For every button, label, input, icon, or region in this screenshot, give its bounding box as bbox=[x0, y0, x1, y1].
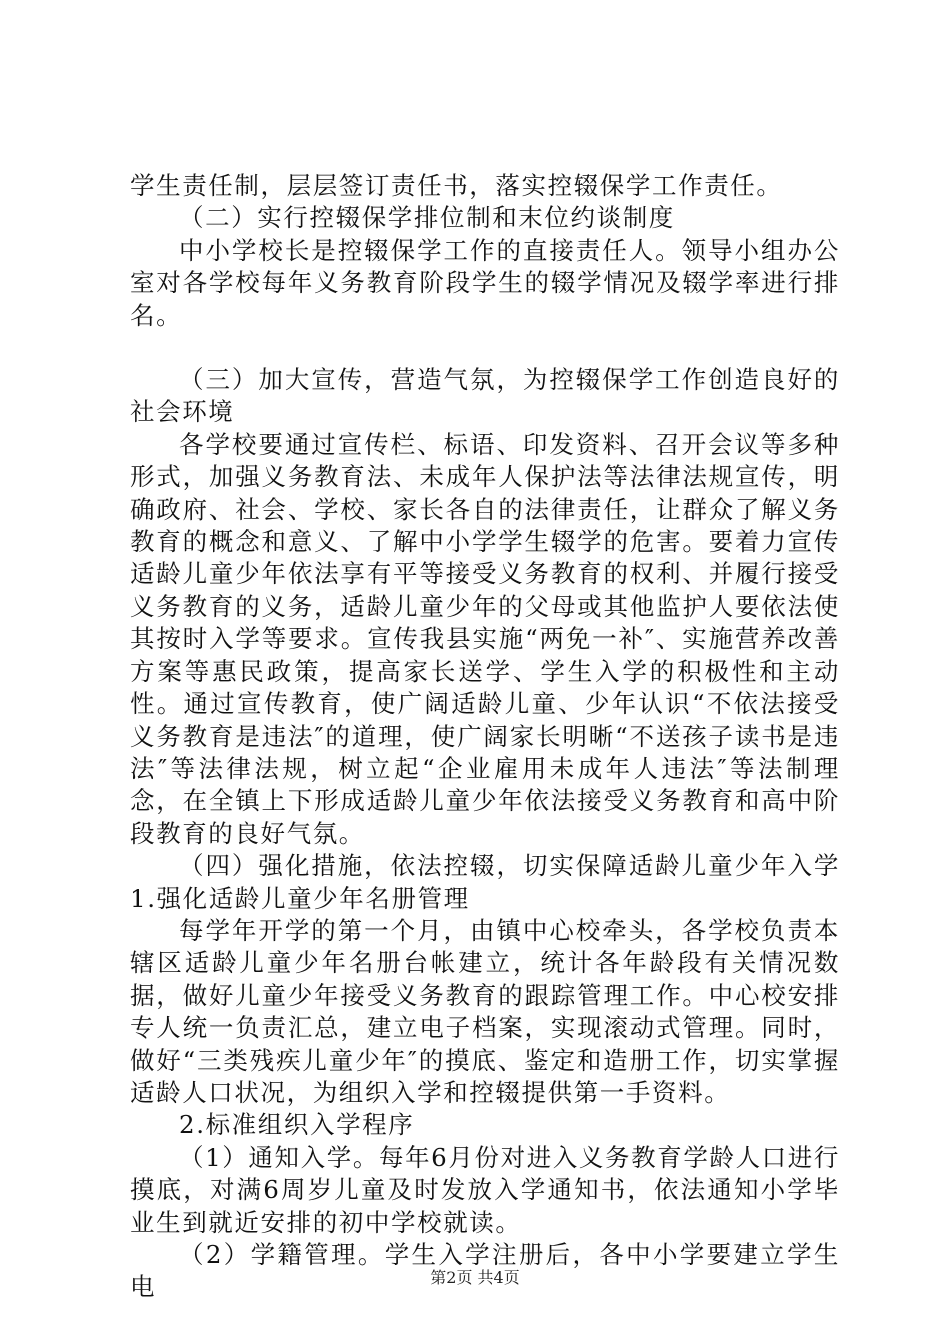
page-number-footer: 第2页 共4页 bbox=[430, 1268, 520, 1287]
paragraph-publicity: 各学校要通过宣传栏、标语、印发资料、召开会议等多种形式，加强义务教育法、未成年人保护法等法律法规宣传，明确政府、社会、学校、家长各自的法律责任，让群众了解义务教育的概念和意义、了解中小学学生辍学的危害。要着力宣传适龄儿童少年依法享有平等接受义务教育的权利、并履行接受义务教育的义务，适龄儿童少年的父母或其他监护人要依法使其按时入学等要求。宣传我县实施“两免一补″、实施营养改善方案等惠民政策，提高家长送学、学生入学的积极性和主动性。通过宣传教育，使广阔适龄儿童、少年认识“不依法接受义务教育是违法″的道理，使广阔家长明晰“不送孩子读书是违法″等法律法规，树立起“企业雇用未成年人违法″等法制理念，在全镇上下形成适龄儿童少年依法接受义务教育和高中阶段教育的良好气氛。 bbox=[130, 429, 840, 848]
section-heading-4: （四）强化措施，依法控辍，切实保障适龄儿童少年入学1.强化适龄儿童少年名册管理 bbox=[130, 851, 840, 913]
document-body bbox=[130, 170, 840, 1304]
blank-line bbox=[130, 332, 840, 364]
paragraph-status: （2）学籍管理。学生入学注册后，各中小学要建立学生电 bbox=[130, 1240, 840, 1302]
section-heading-3: （三）加大宣传，营造气氛，为控辍保学工作创造良好的社会环境 bbox=[130, 365, 840, 427]
section-heading-2: （二）实行控辍保学排位制和末位约谈制度 bbox=[179, 203, 675, 233]
paragraph-notice: （1）通知入学。每年6月份对进入义务教育学龄人口进行摸底，对满6周岁儿童及时发放入学通知书，依法通知小学毕业生到就近安排的初中学校就读。 bbox=[130, 1142, 840, 1237]
paragraph-register: 每学年开学的第一个月，由镇中心校牵头，各学校负责本辖区适龄儿童少年名册台帐建立，统计各年龄段有关情况数据，做好儿童少年接受义务教育的跟踪管理工作。中心校安排专人统一负责汇总，建立电子档案，实现滚动式管理。同时，做好“三类残疾儿童少年″的摸底、鉴定和造册工作，切实掌握适龄人口状况，为组织入学和控辍提供第一手资料。 bbox=[130, 915, 840, 1107]
paragraph-ranking: 中小学校长是控辍保学工作的直接责任人。领导小组办公室对各学校每年义务教育阶段学生的辍学情况及辍学率进行排名。 bbox=[130, 235, 840, 330]
paragraph-continuation: 学生责任制，层层签订责任书，落实控辍保学工作责任。 bbox=[130, 171, 783, 200]
subheading-enrollment: 2.标准组织入学程序 bbox=[179, 1110, 415, 1140]
